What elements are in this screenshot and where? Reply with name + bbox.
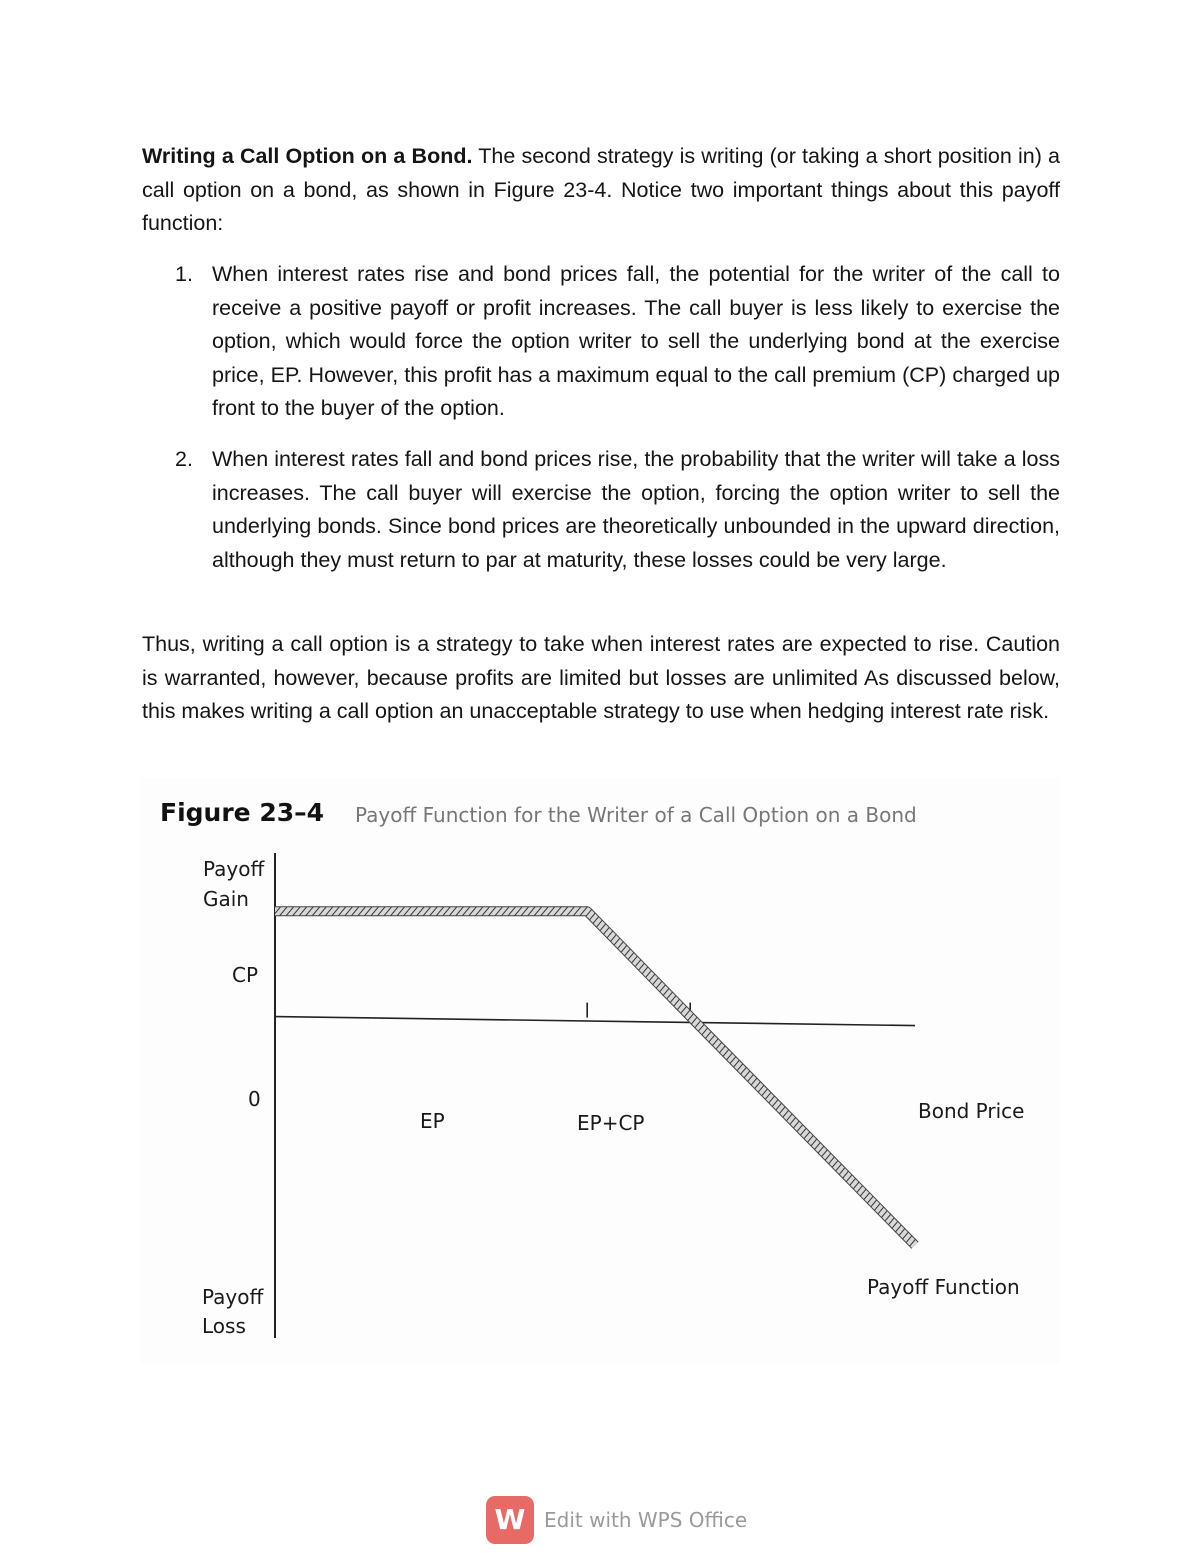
list-text: When interest rates rise and bond prices fall, the potential for the writer of the call to receive a positive payoff or profit increases. The call buyer is less likely to exercise the option, which would force the option writer to sell the underlying bond at the exercise price, EP. However, this profit has a maximum equal to the call premium (CP) charged up front to the buyer of the option.: [212, 262, 1060, 420]
list-number: 1.: [175, 262, 193, 286]
conclusion-paragraph: Thus, writing a call option is a strategy to take when interest rates are expected to rise. Caution is warranted, however, because profits are limited but losses are unlimited As discussed below, this makes writing a call option an unacceptable strategy to use when hedging interest rate risk.: [142, 632, 1060, 723]
payoff-function-line-outline: [275, 911, 915, 1245]
figure-number: Figure 23–4: [160, 798, 325, 827]
intro-paragraph: [142, 140, 1060, 241]
y-axis-gain-label-2: Gain: [203, 887, 249, 911]
intro-text: The second strategy is writing (or taking a short position in) a call option on a bond, as shown in Figure 23-4. Notice two important things about this payoff function:: [142, 144, 1060, 235]
figure-caption: Payoff Function for the Writer of a Call Option on a Bond: [355, 803, 917, 827]
numbered-list-item-2: [142, 443, 1060, 577]
y-axis-gain-label-1: Payoff: [203, 857, 265, 881]
payoff-function-label: Payoff Function: [867, 1275, 1020, 1299]
zero-tick-label: 0: [248, 1087, 261, 1111]
x-axis-label: Bond Price: [918, 1099, 1025, 1123]
list-item: [142, 443, 1060, 577]
cp-tick-label: CP: [232, 963, 259, 987]
list-text: When interest rates fall and bond prices rise, the probability that the writer will take a loss increases. The call buyer will exercise the option, forcing the option writer to sell the underlying bonds. Since bond prices are theoretically unbounded in the upward direction, although they must return to par at maturity, these losses could be very large.: [212, 447, 1060, 572]
epcp-tick-label: EP+CP: [577, 1111, 645, 1135]
wps-office-badge[interactable]: [486, 1496, 747, 1544]
list-item: [142, 258, 1060, 426]
section-title: Writing a Call Option on a Bond.: [142, 144, 473, 168]
list-number: 2.: [175, 447, 193, 471]
numbered-list-item-1: [142, 258, 1060, 426]
y-axis-loss-label-1: Payoff: [202, 1285, 264, 1309]
ep-tick-label: EP: [420, 1109, 445, 1133]
wps-logo-icon: W: [486, 1496, 534, 1544]
x-axis: [275, 1017, 915, 1026]
y-axis-loss-label-2: Loss: [202, 1314, 246, 1338]
figure-23-4: [140, 778, 1060, 1363]
payoff-function-line: [275, 911, 915, 1245]
wps-badge-text: Edit with WPS Office: [544, 1508, 748, 1532]
